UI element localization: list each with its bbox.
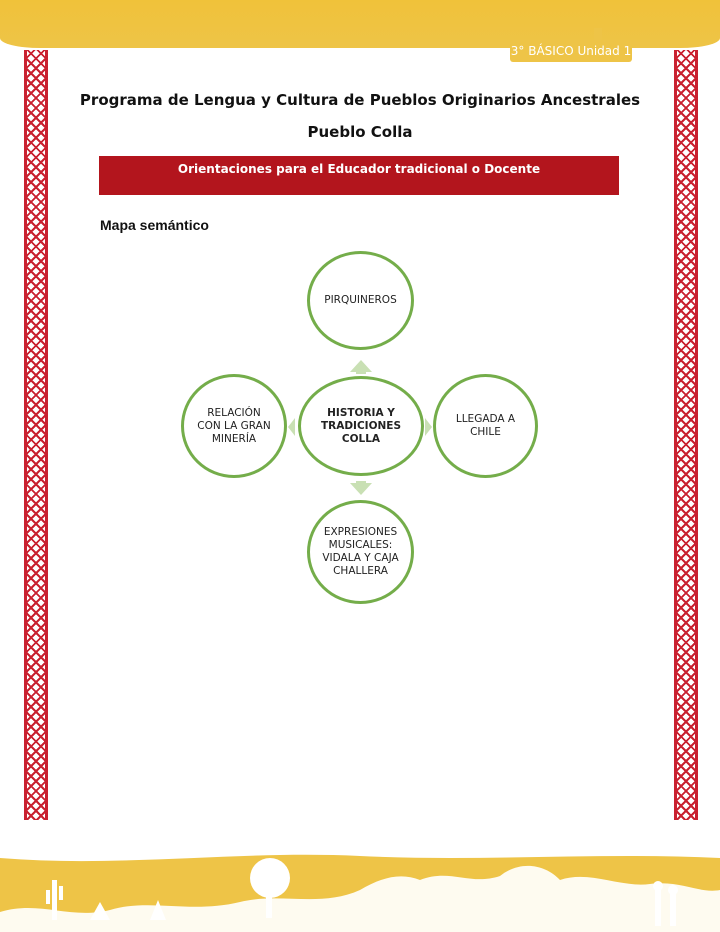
page-subtitle: Pueblo Colla xyxy=(307,123,413,141)
node-center-historia: HISTORIA Y TRADICIONES COLLA xyxy=(298,376,424,476)
arrow-left xyxy=(288,418,295,436)
footer-landscape-illustration xyxy=(0,850,720,932)
cactus-icon xyxy=(52,880,57,920)
section-banner: Orientaciones para el Educador tradicional o Docente xyxy=(99,156,619,195)
node-llegada-chile: LLEGADA A CHILE xyxy=(433,374,538,478)
section-label: Mapa semántico xyxy=(100,217,209,233)
arrow-up xyxy=(350,360,372,374)
arrow-right xyxy=(425,418,432,436)
grade-badge: 3° BÁSICO Unidad 1 xyxy=(510,40,632,62)
arrow-down xyxy=(350,481,372,495)
node-pirquineros: PIRQUINEROS xyxy=(307,251,414,350)
node-expresiones-musicales: EXPRESIONES MUSICALES: VIDALA Y CAJA CHALLERA xyxy=(307,500,414,604)
node-relacion-mineria: RELACIÓN CON LA GRAN MINERÍA xyxy=(181,374,287,478)
page-title: Programa de Lengua y Cultura de Pueblos Originarios Ancestrales xyxy=(79,91,641,109)
